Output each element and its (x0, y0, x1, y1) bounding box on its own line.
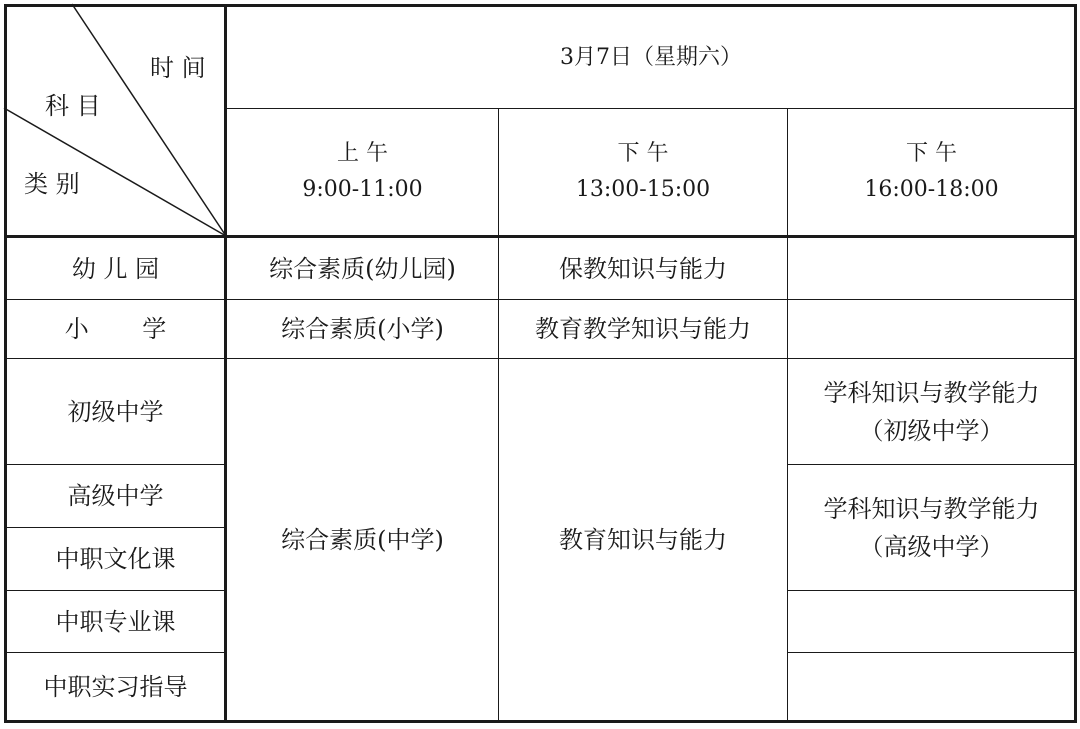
subject-label: 综合素质(幼儿园) (269, 254, 456, 283)
subject-kindergarten-care-education (499, 238, 787, 299)
subject-junior-discipline (788, 359, 1075, 464)
session-header-1 (227, 109, 498, 235)
session-header-2 (499, 109, 787, 235)
category-vocational-culture (7, 528, 224, 590)
category-vocational-practice (7, 653, 224, 720)
subject-middle-comprehensive (227, 359, 498, 720)
category-label: 初级中学 (67, 397, 164, 426)
category-label: 小 学 (64, 315, 167, 343)
category-vocational-major (7, 591, 224, 652)
session-period: 下 午 (906, 141, 957, 166)
subject-sublabel: （初级中学） (859, 416, 1004, 445)
session-period: 上 午 (337, 141, 388, 166)
subject-primary-comprehensive (227, 300, 498, 358)
subject-sublabel: （高级中学） (859, 532, 1004, 561)
corner-label-time: 时 间 (150, 54, 206, 82)
category-junior-high (7, 359, 224, 464)
subject-label: 综合素质(中学) (281, 525, 444, 554)
category-label: 中职文化课 (55, 545, 176, 573)
subject-kindergarten-comprehensive (227, 238, 498, 299)
date-header (227, 7, 1075, 108)
subject-primary-teaching (499, 300, 787, 358)
subject-label: 综合素质(小学) (281, 315, 444, 343)
category-kindergarten (7, 238, 224, 299)
corner-diagonal-lines (0, 0, 230, 240)
subject-label: 教育知识与能力 (559, 525, 727, 554)
category-label: 中职专业课 (55, 607, 176, 636)
subject-label: 教育教学知识与能力 (535, 315, 751, 343)
table-border-bottom (4, 720, 1077, 723)
category-label: 幼 儿 园 (71, 254, 160, 283)
subject-label: 学科知识与教学能力 (823, 494, 1040, 523)
row-divider-5-right (788, 590, 1075, 591)
subject-label: 保教知识与能力 (559, 254, 727, 283)
category-label: 中职实习指导 (43, 672, 188, 701)
row-divider-6-right (788, 652, 1075, 653)
corner-label-category: 类 别 (24, 170, 80, 198)
session-period: 下 午 (617, 141, 669, 166)
subject-middle-education (499, 359, 787, 720)
date-header-text: 3月7日（星期六） (560, 44, 742, 70)
session-time: 9:00-11:00 (302, 177, 423, 202)
corner-label-subject: 科 目 (45, 92, 101, 120)
session-time: 13:00-15:00 (575, 177, 711, 202)
category-primary (7, 300, 224, 358)
category-senior-high (7, 465, 224, 527)
subject-senior-discipline (788, 465, 1075, 590)
subject-label: 学科知识与教学能力 (823, 378, 1040, 407)
session-time: 16:00-18:00 (864, 177, 999, 202)
category-label: 高级中学 (67, 482, 164, 510)
session-header-3 (788, 109, 1075, 235)
